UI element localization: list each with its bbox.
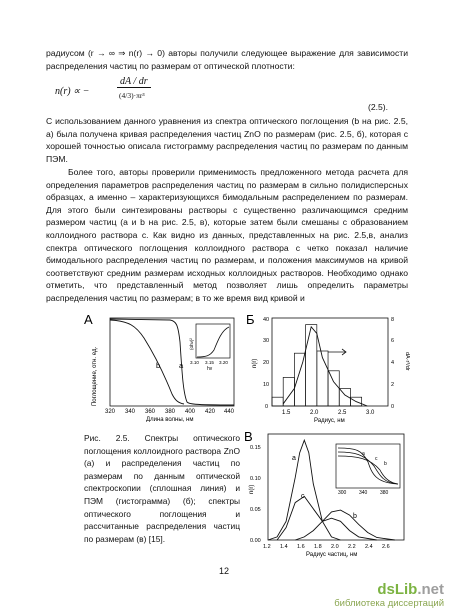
fig-v-xtick: 1.8 xyxy=(314,544,322,550)
fig-b-histogram-bar xyxy=(294,353,305,406)
fig-b-histogram-bar xyxy=(317,351,328,406)
fig-v-xtick: 2.0 xyxy=(331,544,339,550)
fig-b-ytick: 20 xyxy=(263,360,270,366)
fig-a-curve-b xyxy=(110,320,184,404)
watermark-domain-main: dsLib xyxy=(377,581,418,598)
fig-v-xtick: 1.2 xyxy=(263,544,271,550)
fig-v-panel-label: В xyxy=(244,429,253,444)
fig-a-xtick: 420 xyxy=(205,409,216,415)
fig-a-xtick: 440 xyxy=(224,409,235,415)
fig-a-ylabel: Поглощение, отн. ед. xyxy=(92,346,98,406)
fig-a-inset-xlabel: hν xyxy=(207,366,213,372)
fig-b-xlabel: Радиус, нм xyxy=(314,418,345,424)
fig-a-inset xyxy=(196,324,230,358)
formula-lhs: n(r) ∝ − xyxy=(55,86,90,97)
fig-a-xtick: 400 xyxy=(185,409,196,415)
fig-v-inset-xtick: 300 xyxy=(338,490,347,496)
watermark-subtitle: библиотека диссертаций xyxy=(334,598,444,609)
fig-b-distribution-curve xyxy=(283,327,367,406)
fig-v-xticks xyxy=(263,544,390,550)
fig-a-inset-ylabel: (αhν)² xyxy=(189,338,194,350)
fig-b-ytick-right: 4 xyxy=(391,360,395,366)
fig-b-histogram-bar xyxy=(272,397,283,406)
fig-b-histogram-bar xyxy=(328,371,339,406)
fig-v-inset-xtick: 340 xyxy=(359,490,368,496)
fig-v-ytick: 0.10 xyxy=(250,476,261,482)
fig-v-curve-label-c: c xyxy=(301,493,305,500)
fig-v-ylabel: n(r) xyxy=(249,484,255,494)
fig-a-inset-xtick: 3.15 xyxy=(205,360,214,365)
formula-denominator: (4/3)·πr³ xyxy=(119,91,145,100)
fig-v-inset-label-b: b xyxy=(384,461,387,467)
formula-numerator: dA / dr xyxy=(117,76,151,88)
fig-v-xtick: 2.6 xyxy=(382,544,390,550)
fig-a-xticks xyxy=(105,409,235,415)
watermark-domain-tld: .net xyxy=(417,581,444,598)
fig-b-xtick: 2.5 xyxy=(338,410,347,416)
fig-v-curve-c xyxy=(277,496,377,540)
fig-b-xticks xyxy=(282,410,375,416)
fig-v-curve-b xyxy=(295,510,395,540)
fig-b-histogram-bar xyxy=(306,325,317,406)
fig-v-xtick: 1.4 xyxy=(280,544,288,550)
fig-b-ytick: 30 xyxy=(263,338,270,344)
fig-b-xtick: 2.0 xyxy=(310,410,319,416)
fig-v-curve-label-a: a xyxy=(292,455,296,462)
fig-b-plot-area xyxy=(272,318,388,406)
fig-v-curve-a xyxy=(268,440,341,540)
watermark-domain xyxy=(334,581,444,598)
fig-v-xtick: 2.4 xyxy=(365,544,373,550)
fig-b-ytick: 40 xyxy=(263,317,270,323)
fig-v-xtick: 2.2 xyxy=(348,544,356,550)
fig-a-inset-xtick: 3.10 xyxy=(190,360,199,365)
formula xyxy=(55,76,415,112)
fig-v-inset-label-a: a xyxy=(362,451,365,457)
fig-b-xtick: 3.0 xyxy=(366,410,375,416)
fig-b-xtick: 1.5 xyxy=(282,410,291,416)
fig-v-xtick: 1.6 xyxy=(297,544,305,550)
page-number: 12 xyxy=(219,566,230,576)
fig-a-panel-label: А xyxy=(84,312,93,327)
fig-b-arrow xyxy=(328,349,346,355)
fig-b-ytick-right: 2 xyxy=(391,382,395,388)
fig-b-ytick: 10 xyxy=(263,382,270,388)
fig-v-xlabel: Радиус частиц, нм xyxy=(306,552,358,558)
fig-v-inset-xtick: 380 xyxy=(380,490,389,496)
fig-a-xlabel: Длина волны, нм xyxy=(146,417,194,422)
fig-b-ytick-right: 8 xyxy=(391,317,395,323)
fig-a-inset-xtick: 3.20 xyxy=(219,360,228,365)
fig-b-ytick-right: 6 xyxy=(391,338,395,344)
paragraph-2: Более того, авторы проверили применимость предложенного метода расчета для определения параметров распределения частиц по размерам в сильно полидисперсных образцах, а именно – характеризующихся бимодальным распределением по размерам. Для этого были синтезированы растворы с существенно различающимся средним размером частиц (a и b на рис. 2.5, в), которые затем были смешаны с образованием коллоидного раствора с. Как видно из данных, представленных на рис. 2.5,в, анализ спектра оптического поглощения коллоидного раствора с четко показал наличие бимодального распределения частиц по размерам, и положения максимумов на кривой соответствуют средним размерам исходных коллоидных растворов. Необходимо однако отметить, что представленный метод позволяет лишь определить параметры распределения частиц по размерам; в то же время вид кривой и xyxy=(46,167,408,303)
figure-v xyxy=(244,428,410,558)
fig-b-ytick-right: 0 xyxy=(391,404,395,410)
figure-caption: Рис. 2.5. Спектры оптического поглощения коллоидного раствора ZnO (а) и распределения частиц по размерам по данным оптической спектроскопии (сплошная линия) и ПЭМ (гистограмма) (б); спектры оптического поглощения и рассчитанные распределения частиц по размерам (в) [15]. xyxy=(84,433,240,544)
fig-a-curve-label-b: b xyxy=(156,361,161,370)
fig-v-ytick: 0.00 xyxy=(250,538,261,544)
paragraph-1: С использованием данного уравнения из спектра оптического поглощения (b на рис. 2.5, а) была получена кривая распределения частиц ZnO по размерам (рис. 2.5, б), которая с хорошей точностью описала гистограмму распределения частиц по размерам по данным ПЭМ. xyxy=(46,116,408,164)
fig-v-ytick: 0.05 xyxy=(250,507,261,513)
intro-paragraph: радиусом (r → ∞ ⇒ n(r) → 0) авторы получили следующее выражение для зависимости распределения частиц по размерам от оптической плотности: xyxy=(46,48,408,71)
fig-v-inset-label-c: c xyxy=(375,456,378,462)
figure-b xyxy=(246,312,410,424)
figure-a xyxy=(84,312,240,422)
fig-b-histogram xyxy=(272,325,362,406)
fig-a-curve-label-a: a xyxy=(179,361,184,370)
fig-b-ytick: 0 xyxy=(265,404,269,410)
fig-b-panel-label: Б xyxy=(246,312,255,327)
fig-a-xtick: 320 xyxy=(105,409,116,415)
fig-a-xtick: 360 xyxy=(145,409,156,415)
watermark xyxy=(334,581,444,609)
fig-a-xtick: 340 xyxy=(125,409,136,415)
fig-a-xtick: 380 xyxy=(165,409,176,415)
fig-v-curve-label-b: b xyxy=(353,513,357,520)
fig-b-ylabel-right: dA·r³/dr xyxy=(404,352,410,371)
formula-number: (2.5). xyxy=(368,102,389,112)
fig-b-ylabel: n(r) xyxy=(252,358,258,368)
fig-b-yticks xyxy=(263,317,394,410)
fig-v-ytick: 0.15 xyxy=(250,445,261,451)
